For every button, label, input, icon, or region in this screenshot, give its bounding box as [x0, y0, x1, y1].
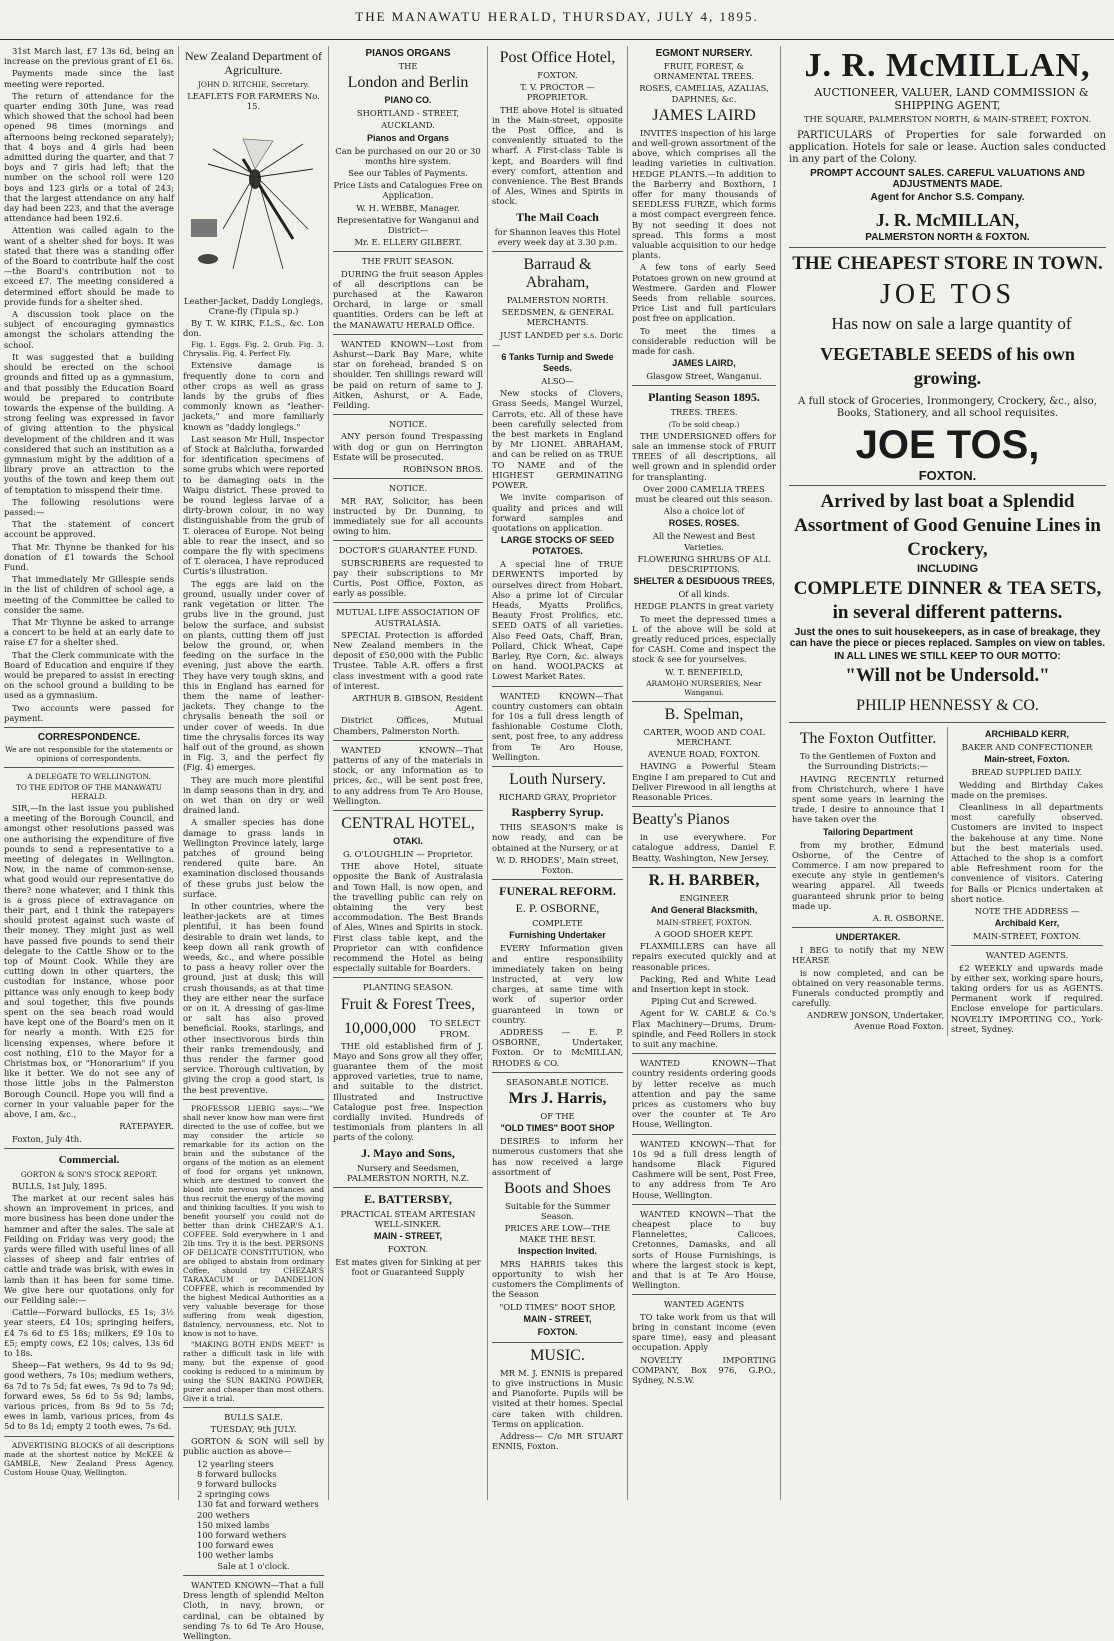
funeral-address: ADDRESS — E. P. OSBORNE, Undertaker, Foxton. Or to McMILLAN, RHODES & CO.: [492, 1027, 623, 1068]
paragraph: Last season Mr Hull, Inspector of Stock at Balclutha, forwarded for identification specimens of some grubs which were reported to be damaging oats in the Waipu district. These proved to be round legless larvae of a dirty-brown colour, in no way distinguishable from the grub of T. oleracea of Europe. Not being able to rear the insect, and so compare the fly with specimens of T. oleracea, I have reproduced Curtis's illustration.: [183, 433, 324, 577]
crane-fly-illustration: [183, 119, 333, 287]
kerr-title: ARCHIBALD KERR,: [985, 729, 1069, 740]
hotel-proprietor: G. O'LOUGHLIN — Proprietor.: [342, 848, 474, 859]
doctor-fund-heading: DOCTOR'S GUARANTEE FUND.: [338, 545, 478, 556]
auctioneer: AUCTIONEER, VALUER, LAND COMMISSION & SHIPPING AGENT,: [814, 86, 1089, 112]
paragraph: It was suggested that a building should be erected on the school grounds and fitted up as a gymnasium, and that possibly the Education Board would be prepared to contribute towards the expense of the building. A strong feeling was expressed in favor of giving attention to the physical development of the children and it was considered that such an institution as a gymnasium might by the addition of a library prove an attraction to the youths of the town and keep them out of temptation to misspend their time.: [4, 351, 174, 495]
hire-system: Can be purchased on our 20 or 30 months hire system.: [335, 145, 481, 166]
wanted-notice: WANTED KNOWN—That a full Dress length of splendid Melton Cloth, in navy, brown, or cardinal, can be obtained by sending 7s to 6d Te Aro House, Wellington.: [183, 1579, 324, 1641]
wedding-cakes: Wedding and Birthday Cakes made on the premises.: [951, 779, 1103, 800]
divider: [789, 247, 1106, 248]
music-address: Address— C/o MR STUART ENNIS, Foxton.: [492, 1431, 623, 1452]
palmerston-foxton: PALMERSTON NORTH & FOXTON.: [865, 232, 1030, 244]
divider: [492, 766, 623, 767]
list-item: 2 springing cows: [197, 1489, 270, 1500]
ten-million-row: [333, 1017, 483, 1041]
mcmillan-title: J. R. McMILLAN,: [804, 47, 1091, 84]
outfitter-ad: [789, 727, 947, 1036]
including: INCLUDING: [916, 563, 979, 576]
divider: [333, 334, 483, 335]
manager: W. H. WEBBE, Manager.: [356, 202, 460, 213]
prompt-account: PROMPT ACCOUNT SALES. CAREFUL VALUATIONS AND ADJUSTMENTS MADE.: [810, 168, 1085, 191]
good-shoer: A GOOD SHOER KEPT.: [654, 928, 754, 939]
wanted-notice: WANTED KNOWN—Lost from Ashurst—Dark Bay Mare, white star on forehead, branded S on shoulder. Ten shillings reward will be paid on return of same to J. Aitken, Ashurst, or A. Eade, Feilding.: [333, 338, 483, 411]
barber-title: R. H. BARBER,: [648, 871, 760, 889]
avenue-road: AVENUE ROAD, FOXTON.: [647, 749, 761, 760]
laird-text: INVITES inspection of his large and well-grown assortment of the above, which comprises all the leading varieties in cultivation. HEDGE PLANTS.—In addition to the Barberry and Boxthorn, I offer for many thousands of SEEDLESS FURZE, which forms a most compact evergreen fence. By not seeding it does not spread. This forms a most valuable acquisition to our hedge plants.: [632, 127, 776, 261]
bulls-sale-heading: BULLS SALE.: [224, 1411, 283, 1422]
auckland: AUCKLAND.: [381, 120, 435, 131]
divider: [4, 1148, 174, 1149]
particulars: PARTICULARS of Properties for sale forwarded on application. Hotels for sale or lease. Auction sales conducted in any part of the Colony.: [789, 130, 1106, 166]
osborne-signature: A. R. OSBORNE.: [872, 913, 944, 924]
kerr-address: MAIN-STREET, FOXTON.: [972, 931, 1082, 942]
turnip-seeds: 6 Tanks Turnip and Swede Seeds.: [501, 352, 614, 374]
bulls-sale-time: Sale at 1 o'clock.: [217, 1560, 290, 1571]
rhodes: W. D. RHODES', Main street, Foxton.: [496, 854, 619, 875]
fruit-forest: FRUIT, FOREST, & ORNAMENTAL TREES.: [653, 61, 755, 82]
divider: [632, 385, 776, 386]
roses: ROSES, CAMELIAS, AZALIAS, DAPHNES, &c.: [639, 83, 769, 104]
music-title: MUSIC.: [530, 1346, 585, 1364]
beatty-text: in use everywhere. For catalogue address, Daniel F. Beatty, Washington, New Jersey.: [632, 832, 776, 863]
has-now: Has now on sale a large quantity of: [831, 314, 1072, 334]
music-text: MR M. J. ENNIS is prepared to give instructions in Music and Pianoforte. Pupils will be visited at their homes. Special care taken with children. Terms on application.: [492, 1367, 623, 1429]
bulls-sale-date: TUESDAY, 9th JULY.: [210, 1424, 297, 1435]
weekly-text: £2 WEEKLY and upwards made by either sex, working spare hours, taking orders for us as AGENTS. Permanent work if required. Enclose envelope for particulars. NOVELTY IMPORTING CO., York-street, Sydney.: [951, 962, 1103, 1034]
blacksmith: And General Blacksmith,: [650, 904, 758, 915]
divider: [632, 867, 776, 868]
wanted-notice: WANTED KNOWN—That patterns of any of the materials in stock, or any information as to prices, &c., will be sent post free, to any address from Te Aro House, Wellington.: [333, 744, 483, 806]
wanted-notice: WANTED KNOWN—That the cheapest place to buy Flannelettes, Calicoes, Cretonnes, Damasks, and all sorts of House Furnishings, is where the largest stock is kept, and that is at Te Aro House, Wellington.: [632, 1208, 776, 1291]
notice-text: ANY person found Trespassing with dog or gun on Herrington Estate will be prosecuted.: [333, 431, 483, 462]
paragraph: The eggs are laid on the ground, usually under cover of rank vegetation or litter. The grubs live in the ground, just below the surface, and subsist on plants, cutting them off just below the ground, or, when feeding on the surface in the evening, just above the earth. They have very tough skins, and this in England has earned for them the name of leather-jackets. They change to the chrysalis beneath the soil or under cover of weeds. In due time the chrysalis forces its way half out of the ground, as shown in Fig. 3, and the perfect fly (Fig. 4) emerges.: [183, 578, 324, 773]
bread-supplied: BREAD SUPPLIED DAILY.: [971, 767, 1083, 778]
mail-coach: The Mail Coach: [516, 209, 599, 224]
list-item: 9 forward bullocks: [197, 1479, 277, 1490]
old-times-boot-shop: "OLD TIMES" BOOT SHOP: [500, 1123, 615, 1134]
roses-heading: ROSES. ROSES.: [668, 518, 740, 529]
prices-low: PRICES ARE LOW—THE MAKE THE BEST.: [504, 1223, 611, 1244]
paragraph: A discussion took place on the subject of encouraging gymnastics amongst the scholars attending the school.: [4, 309, 174, 350]
correspondence-heading: CORRESPONDENCE.: [37, 732, 141, 743]
paragraph: A smaller species has done damage to grass lands in Wellington Province lately, large patches of ground being rendered quite bare. An examination disclosed thousands of these grubs just below the surface.: [183, 817, 324, 899]
foxton: FOXTON.: [537, 1326, 578, 1337]
paragraph: They are much more plentiful in damp seasons than in dry, and on wet than on dry or well drained land.: [183, 774, 324, 816]
shelter-trees: SHELTER & DESIDUOUS TREES,: [633, 576, 775, 587]
divider: [183, 1099, 324, 1100]
engineer: ENGINEER: [679, 892, 729, 903]
of-the: OF THE: [540, 1111, 575, 1122]
shortland-street: SHORTLAND - STREET,: [356, 108, 460, 119]
james-laird-title: JAMES LAIRD: [652, 106, 756, 124]
furnishing-undertaker: Furnishing Undertaker: [509, 930, 606, 941]
divider: [632, 1294, 776, 1295]
battersby-sub: PRACTICAL STEAM ARTESIAN WELL-SINKER.: [340, 1209, 476, 1230]
paragraph: Payments made since the last meeting were reported.: [4, 68, 174, 89]
secretary: JOHN D. RITCHIE, Secretary.: [197, 80, 310, 89]
raspberry-syrup: Raspberry Syrup.: [511, 805, 604, 820]
barraud-abraham-title: Barraud & Abraham,: [523, 256, 592, 292]
suitable: Suitable for the Summer Season.: [505, 1201, 610, 1222]
mayo-sons: J. Mayo and Sons,: [361, 1145, 455, 1160]
list-item: 100 wether lambs: [197, 1550, 274, 1561]
stock-report-date: BULLS, 1st July, 1895.: [12, 1180, 108, 1191]
agent-text: Agent for W. CABLE & Co.'s Flax Machinery—Drums, Drum-spindle, and Feed Rollers in stock to suit any machine.: [632, 1008, 776, 1050]
letter-to: TO THE EDITOR OF THE MANAWATU HERALD.: [16, 783, 162, 801]
piping-text: Piping Cut and Screwed.: [651, 996, 757, 1007]
mcmillan-2: J. R. McMILLAN,: [875, 210, 1020, 231]
square-address: THE SQUARE, PALMERSTON NORTH, & MAIN-STREET, FOXTON.: [803, 114, 1092, 124]
letter-heading: A DELEGATE TO WELLINGTON.: [27, 772, 151, 781]
london-berlin-title: London and Berlin: [347, 74, 469, 92]
vegetable-seeds: VEGETABLE SEEDS of his own growing.: [820, 344, 1075, 389]
sold-cheap: (To be sold cheap.): [668, 419, 740, 429]
divider: [951, 945, 1103, 946]
agriculture-heading: New Zealand Department of Agriculture.: [185, 49, 322, 77]
representative: Representative for Wanganui and District—: [336, 214, 480, 236]
divider: [632, 1134, 776, 1135]
main-street: MAIN - STREET,: [523, 1313, 592, 1324]
notice-text: MR RAY, Solicitor, has been instructed by Dr. Dunning, to immediately sue for all accounts owing to him.: [333, 495, 483, 537]
divider: [789, 485, 1106, 486]
paragraph: 31st March last, £7 13s 6d, being an increase on the previous grant of £1 6s.: [4, 46, 174, 67]
also: ALSO—: [541, 376, 574, 387]
post-office-hotel-text: THE above Hotel is situated in the Main-street, opposite the Post Office, and is conveniently situated to the wharf. A First-class Table is kept, and Boarders will find every comfort, attention and convenience. The Best Brands of Ales, Wines and Spirits in stock.: [492, 104, 623, 207]
divider: [333, 740, 483, 741]
cleanliness-text: Cleanliness in all departments most carefully observed. Customers are invited to inspect the bakehouse at any time. None but the best materials used. Attached to the shop is a comfort able Refreshment room for the convenience of visitors. Catering for Balls or Picnics undertaken at short notice.: [951, 802, 1103, 904]
raspberry-text: THIS SEASON'S make is now ready, and can be obtained at the Nursery, or at: [492, 822, 623, 853]
payment-tables: See our Tables of Payments.: [348, 168, 468, 179]
battersby: E. BATTERSBY,: [364, 1192, 452, 1207]
spelman-title: B. Spelman,: [664, 705, 744, 723]
column-1: [0, 46, 178, 1500]
mail-coach-text: for Shannon leaves this Hotel every week day at 3.30 p.m.: [494, 226, 621, 247]
mayo-text: THE old established firm of J. Mayo and Sons grow all they offer, guarantee them of the most approved varieties, true to name, and suitable to the district. Illustrated and Instructive Catalogue post free. Inspection cordially invited. Hundreds of testimonials from planters in all parts of the colony.: [333, 1040, 483, 1143]
paragraph: That the statement of concert account be approved.: [4, 519, 174, 540]
divider: [333, 478, 483, 479]
potatoes-text: A special line of TRUE DERWENTS imported by ourselves direct from Hobart. Also a prime lot of Circular Heads, Myatts Prolifics, Beauty Frost Prolifics, etc. SEED OATS of all varieties. Also Feed Oats, Chaff, Bran, Pollard, Chick Wheat, Cape Barley, Rye Corn, &c. always on hand. WOOLPACKS at Lowest Market Rates.: [492, 559, 623, 682]
louth-nursery-title: Louth Nursery.: [509, 770, 606, 788]
divider: [4, 1436, 174, 1437]
outfitter-text: HAVING RECENTLY returned from Christchurch, where I have spent some years in learning the trade, I desire to announce that I have taken over the: [792, 773, 944, 825]
nursery-proprietor: RICHARD GRAY, Proprietor: [498, 791, 617, 802]
post-office-hotel-title: Post Office Hotel,: [499, 49, 616, 66]
foxton: FOXTON.: [918, 468, 977, 484]
list-item: 100 forward wethers: [197, 1530, 287, 1541]
masthead: [0, 0, 1114, 40]
divider: [792, 927, 944, 928]
masthead-title: THE MANAWATU HERALD, THURSDAY, JULY 4, 1895.: [355, 9, 759, 24]
funeral-reform: FUNERAL REFORM.: [499, 884, 616, 899]
gilbert: Mr. E. ELLERY GILBERT.: [354, 237, 462, 248]
barraud-text: New stocks of Clovers, Grass Seeds, Mangel Wurzel, Carrots, etc. All of these have been carefully selected from the best markets in England by Mr LIONEL ABRAHAM, and can be relied on as TRUE TO NAME and of the HIGHEST GERMINATING POWER.: [492, 388, 623, 491]
divider: [333, 810, 483, 811]
commercial-heading: Commercial.: [58, 1153, 120, 1166]
main-street-foxton: MAIN-STREET, FOXTON.: [656, 917, 752, 927]
byline: By T. W. KIRK, F.L.S., &c. Lon don.: [183, 318, 324, 339]
pianos-heading: PIANOS ORGANS: [365, 48, 451, 59]
paragraph: That Mr. Thynne be thanked for his donation of £1 towards the School Fund.: [4, 541, 174, 572]
beatty-pianos: Beatty's Pianos: [632, 811, 730, 829]
funeral-text: EVERY Information given and entire responsibility immediately taken on being instructed, at very low charges, at same time with work of superior order guaranteed in town or country.: [492, 943, 623, 1025]
paragraph: The market at our recent sales has shown an improvement in prices, and more business has been done under the hammer and after the sales. The sale at Feilding on Friday was very good; the yards were filled with useful lines of all classes of sheep and fair entries of cattle and trade was brisk, with ewes in lamb than it has been for some time. We give here our quotations only for our Feilding sale:—: [4, 1192, 174, 1305]
kerr-2: Archibald Kerr,: [994, 918, 1060, 929]
cheapest-store: THE CHEAPEST STORE IN TOWN.: [792, 253, 1103, 275]
hotel-proprietor: T. V. PROCTOR — PROPRIETOR.: [520, 82, 595, 103]
stock-report-heading: GORTON & SON'S STOCK REPORT.: [20, 1169, 158, 1179]
inspection-text: MRS HARRIS takes this opportunity to wish her customers the Compliments of the Season: [492, 1258, 623, 1300]
list-item: 12 yearling steers: [197, 1458, 274, 1469]
divider: [789, 722, 1106, 723]
bulls-sale-text: GORTON & SON will sell by public auction as above—: [183, 1436, 324, 1457]
joe-tos-2: JOE TOS,: [855, 423, 1040, 468]
resident-agent: ARTHUR B. GIBSON, Resident Agent.: [352, 692, 483, 714]
inspection-invited: Inspection Invited.: [517, 1245, 597, 1256]
seedsmen: SEEDSMEN, & GENERAL MERCHANTS.: [501, 307, 614, 328]
invite-text: We invite comparison of quality and prices and will forward samples and quotations on application.: [492, 492, 623, 533]
boots-and-shoes: Boots and Shoes: [504, 1180, 611, 1198]
divider: [492, 686, 623, 687]
seasonable-notice: SEASONABLE NOTICE.: [506, 1076, 609, 1087]
paragraph: Cattle—Forward bullocks, £5 1s; 3½ year steers, £4 10s; springing heifers, £4 7s 6d to £5 18s; milkers, £9 10s to £5; empty cows, £2 10s; calves, 13s 6d to 18s.: [4, 1307, 174, 1358]
depressed-text: To meet the depressed times a L of the above will be sold at greatly reduced prices, especially for CASH. Come and inspect the stock & see for yourselves.: [632, 613, 776, 665]
divider: [4, 727, 174, 728]
outfitter-title: The Foxton Outfitter.: [799, 730, 937, 748]
baker: BAKER AND CONFECTIONER: [961, 742, 1093, 753]
old-times-boot-shop-2: "OLD TIMES" BOOT SHOP,: [499, 1301, 616, 1312]
fruit-season-text: DURING the fruit season Apples of all descriptions can be purchased at the Kawaron Orchard, in large or small quantities. Orders can be left at the MANAWATU HERALD Office.: [333, 268, 483, 330]
divider: [492, 251, 623, 252]
paragraph: The following resolutions were passed:—: [4, 496, 174, 517]
newest-varieties: All the Newest and Best Varieties.: [652, 531, 756, 552]
note-address: NOTE THE ADDRESS —: [974, 906, 1080, 917]
benefield: W. T. BENEFIELD,: [665, 666, 743, 677]
laird-address: Glasgow Street, Wanganui.: [646, 371, 762, 382]
divider: [492, 1342, 623, 1343]
paragraph: In other countries, where the leather-jackets are at times plentiful, it has been found desirable to drain wet lands, to keep down all rank growth of weeds, &c., and where possible to pass a heavy roller over the ground, just at dusk; this will crush thousands, as at that time they are either near the surface or on it. A dressing of gas-lime or salt has also proved beneficial. Rooks, starlings, and other insectivorous birds thin their ranks tremendously, and thus render the farmer good service. Thorough cultivation, by giving the crop a good start, is the best preventive.: [183, 900, 324, 1095]
mutual-life-text: SPECIAL Protection is afforded New Zealand members in the deposit of £50,000 with the Public Trustee. Table A.R. offers a first class investment with a good rate of interest.: [333, 629, 483, 691]
to-select: TO SELECT FROM.: [429, 1018, 481, 1039]
figure-caption: Leather-Jacket, Daddy Longlegs, Crane-fly (Tipula sp.): [184, 295, 323, 316]
full-stock: A full stock of Groceries, Ironmongery, Crockery, &c., also, Books, Stationery, and all school requisites.: [798, 396, 1097, 420]
osborne: E. P. OSBORNE,: [515, 901, 600, 916]
joe-tos-title: JOE TOS: [879, 279, 1016, 311]
divider: [333, 540, 483, 541]
undersold: "Will not be Undersold.": [845, 665, 1050, 687]
central-hotel-title: CENTRAL HOTEL,: [341, 814, 475, 832]
divider: [333, 602, 483, 603]
aramoho: ARAMOHO NURSERIES, Near Wanganui.: [646, 678, 762, 697]
column-4: [487, 46, 627, 1500]
divider: [492, 1072, 623, 1073]
outfitter-to: To the Gentlemen of Foxton and the Surrounding Districts:—: [799, 751, 937, 772]
robinson-bros: ROBINSON BROS.: [403, 464, 483, 475]
bottom-ads: [789, 727, 1106, 1036]
hennessy: PHILIP HENNESSY & CO.: [856, 697, 1039, 715]
mutual-life-heading: MUTUAL LIFE ASSOCIATION OF AUSTRALASIA.: [336, 607, 480, 628]
correspondence-note: We are not responsible for the statements or opinions of correspondents.: [5, 745, 173, 763]
letter-body: SIR,—In the last issue you published a meeting of the Borough Council, and amongst other resolutions passed was one authorising the expenditure of five pounds to send a representative to a meeting of delegates in Wellington. Now, in the name of common-sense, what good would our representative do there? none whatever, and I think this is a gross piece of extravagance on their part, and I think the ratepayers should protest against such waste of their money. They might just as well have passed five pounds to send their delegate to the Cattle Show or to the top of Mount Cook. While they are cutting down in other quarters, the custodian for instance, whose poor pittance was only enough to keep body and soul together, this five pounds spent on the sea beach road would have kept one of the Board's men on it for nearly a month. With £25 for licensing expenses, where before it cost nothing, £10 to the Mayor for a Christmas box, or "Honorarium" if you like it better. We do not see any of those little jobs in the Palmerston Borough Council. Hope you will find a corner in your valuable paper for the above, I am, &c.,: [4, 803, 174, 1120]
camelia-trees: Over 2000 CAMELIA TREES must be cleared out this season.: [635, 483, 773, 504]
carter-merchant: CARTER, WOOD AND COAL MERCHANT.: [643, 726, 765, 747]
just-landed: JUST LANDED per s.s. Doric—: [492, 329, 623, 350]
flowering-shrubs: FLOWERING SHRUBS OF ALL DESCRIPTIONS.: [637, 553, 771, 574]
list-item: 130 fat and forward wethers: [197, 1499, 319, 1510]
list-item: 200 wethers: [197, 1509, 250, 1520]
otaki: OTAKI.: [393, 835, 423, 846]
divider: [632, 701, 776, 702]
column-3: [328, 46, 487, 1500]
column-2: [178, 46, 328, 1641]
baking-powder-notice: "MAKING BOTH ENDS MEET" is rather a difficult task in life with many, but the expense of good cooking is reduced to a minimum by using the SUN BAKING POWDER, purer and cheaper than most others. Give it a trial.: [183, 1339, 324, 1403]
undersigned-text: THE UNDERSIGNED offers for sale an immense stock of FRUIT TREES of all descriptions, all well grown and in splendid order for transplanting.: [632, 430, 776, 482]
divider: [183, 1407, 324, 1408]
laird-meet: To meet the times a considerable reduction will be made for cash.: [632, 325, 776, 357]
wanted-agents-text: TO take work from us that will bring in constant income (even spare time), easy and pleasant occupation. Apply: [632, 1311, 776, 1353]
divider: [632, 1053, 776, 1054]
paragraph: Attention was called again to the want of a shelter shed for boys. It was stated that there was a standing offer of the Board to contribute half the cost—the Board's contribution not to exceed £7. The meeting considered a determined effort should be made to provide funds for a shelter shed.: [4, 225, 174, 307]
undertaker-heading: UNDERTAKER.: [835, 932, 901, 943]
divider: [333, 414, 483, 415]
ten-million: 10,000,000: [344, 1019, 416, 1037]
letter-signature: RATEPAYER.: [119, 1121, 174, 1132]
complete-sets: COMPLETE DINNER & TEA SETS, in several different patterns.: [793, 578, 1102, 624]
divider: [4, 767, 174, 768]
the-label: THE: [398, 61, 418, 71]
complete: COMPLETE: [532, 918, 583, 929]
trees: TREES. TREES.: [670, 407, 738, 418]
suit-housekeepers: Just the ones to suit housekeepers, as in case of breakage, they can have the piece or pieces replaced. Samples on view on tables.: [789, 627, 1106, 650]
harris-title: Mrs J. Harris,: [508, 1090, 607, 1108]
doctor-fund-text: SUBSCRIBERS are requested to pay their subscriptions to Mr Curtis, Post Office, Foxton, as early as possible.: [333, 557, 483, 599]
divider: [632, 1204, 776, 1205]
notice-heading: NOTICE.: [388, 483, 428, 494]
harris-text: DESIRES to inform her numerous customers that she has now received a large assortment of: [492, 1136, 623, 1177]
letter-date: Foxton, July 4th.: [12, 1133, 82, 1144]
spelman-text: HAVING a Powerful Steam Engine I am prepared to Cut and Deliver Firewood in all lengths at Reasonable Prices.: [632, 761, 776, 802]
main-street: MAIN - STREET,: [373, 1231, 442, 1242]
wanted-notice: WANTED KNOWN—That country residents ordering goods by letter receive as much attention and pay the same prices as customers who buy over the counter at Te Aro House, Wellington.: [632, 1058, 776, 1130]
divider: [632, 806, 776, 807]
planting-season: Planting Season 1895.: [648, 390, 760, 405]
figure-legend: Fig. 1. Eggs. Fig. 2. Grub. Fig. 3. Chrysalis. Fig. 4. Perfect Fly.: [183, 340, 324, 359]
column-5: [627, 46, 780, 1500]
piano-co: PIANO CO.: [384, 95, 432, 106]
paragraph: The return of attendance for the quarter ending 30th June, was read which showed that the school had been opened 98 times (mornings and afternoons being reckoned separately); that 4 boys and 4 girls had been admitted during the quarter, and that 7 boys and 7 girls had left; that the number on the school roll were 120 boys and 123 girls or a total of 243; that the largest attendance on any half day had been 223, and that the average attendance had been 192.6.: [4, 90, 174, 224]
laird-potatoes: A few tons of early Seed Potatoes grown on new ground at Westmere. Garden and Flower Seeds from reliable sources. Price List and full particulars post free on application.: [632, 262, 776, 324]
main-street-foxton: Main-street, Foxton.: [984, 754, 1070, 765]
leaflets-heading: LEAFLETS FOR FARMERS No. 15.: [187, 91, 320, 112]
fruit-forest-trees: Fruit & Forest Trees,: [340, 995, 476, 1013]
divider: [333, 251, 483, 252]
hearse: I BEG to notify that my NEW HEARSE: [792, 945, 944, 966]
paragraph: Extensive damage is frequently done to corn and other crops as well as grass lands by the grubs of flies commonly known as "leather-jackets," and more familiarly known as "daddy longlegs.": [183, 360, 324, 432]
district-offices: District Offices, Mutual Chambers, Palmerston North.: [333, 715, 483, 736]
divider: [333, 977, 483, 978]
all-kinds: Of all kinds.: [678, 589, 730, 600]
paragraph: Two accounts were passed for payment.: [4, 702, 174, 723]
foxton: FOXTON.: [387, 1244, 429, 1255]
divider: [492, 879, 623, 880]
hearse-text: is now completed, and can be obtained on very reasonable terms. Funerals conducted promptly and carefully.: [792, 967, 944, 1009]
fruit-season-heading: THE FRUIT SEASON.: [361, 256, 455, 267]
list-item: 100 forward ewes: [197, 1540, 274, 1551]
flaxmillers-text: FLAXMILLERS can have all repairs executed quickly and at reasonable prices.: [632, 941, 776, 972]
advertising-notice: ADVERTISING BLOCKS of all descriptions made at the shortest notice by McKEE & GAMBLE, New Zealand Press Agency, Custom House Quay, Wellington.: [4, 1440, 174, 1477]
list-item: 150 mixed lambs: [197, 1519, 270, 1530]
bulls-sale-list: [183, 1459, 324, 1561]
paragraph: That immediately Mr Gillespie sends in the list of children of school age, a meeting of the Committee be called to consider the same.: [4, 574, 174, 615]
divider: [333, 1187, 483, 1188]
palmerston-north: PALMERSTON NORTH.: [506, 295, 609, 306]
notice-heading: NOTICE.: [388, 419, 428, 430]
tailoring-text: from my brother, Edmund Osborne, of the Centre of Commerce. I am now prepared to execute any style in gentlemen's wearing apparel. All tweeds guaranteed shrunk prior to being made up.: [792, 839, 944, 911]
hedge-plants: HEDGE PLANTS in great variety: [634, 601, 774, 612]
arrived: Arrived by last boat a Splendid Assortment of Good Genuine Lines in Crockery,: [794, 491, 1101, 561]
seed-potatoes-heading: LARGE STOCKS OF SEED POTATOES.: [500, 535, 615, 557]
tailoring-heading: Tailoring Department: [823, 826, 913, 837]
anchor-agent: Agent for Anchor S.S. Company.: [870, 192, 1025, 204]
paragraph: Sheep—Fat wethers, 9s 4d to 9s 9d; good wethers, 7s 10s; medium wethers, 6s 7d to 7s 5d; fat ewes, 7s 9d to 7s 9d; forward ewes, 5s 6d to 5s 9d; lambs, various prices, from 8s 9d to 5s 7d; ewes in lamb, various prices, from 4s 5d to 8s 1d; empty 2 tooth ewes, 7s 6d.: [4, 1360, 174, 1432]
wanted-notice: WANTED KNOWN—That for 10s 9d a full dress length of handsome Black Figured Cashmere will be sent, Post Free, to any address from Te Aro House, Wellington.: [632, 1138, 776, 1200]
wanted-agents-heading: WANTED AGENTS.: [985, 950, 1069, 961]
column-6: [780, 46, 1114, 1500]
kerr-ad: [947, 727, 1106, 1036]
james-laird-2: JAMES LAIRD,: [672, 358, 736, 369]
mayo-sub: Nursery and Seedsmen, PALMERSTON NORTH, N.Z.: [346, 1162, 469, 1183]
also-choice: Also a choice lot of: [663, 506, 745, 517]
foxton: FOXTON.: [537, 70, 578, 80]
packing-text: Packing, Red and White Lead and Insertion kept in stock.: [632, 973, 776, 994]
motto: IN ALL LINES WE STILL KEEP TO OUR MOTTO:: [834, 651, 1061, 663]
egmont-nursery: EGMONT NURSERY.: [655, 48, 753, 59]
planting-season-heading: PLANTING SEASON.: [362, 982, 454, 993]
list-item: 8 forward bullocks: [197, 1468, 277, 1479]
estimates: Est mates given for Sinking at per foot or Guaranteed Supply: [335, 1256, 481, 1277]
paragraph: That the Clerk communicate with the Board of Education and enquire if they would be prepared to assist in erecting on the school ground a building to be used as a gymnasium.: [4, 649, 174, 701]
wanted-notice: WANTED KNOWN—That country customers can obtain for 10s a full dress length of fashionable Costume Cloth, sent, post free, to any address from Te Aro House, Wellington.: [492, 690, 623, 762]
wanted-agents-heading: WANTED AGENTS: [663, 1299, 745, 1310]
divider: [183, 1575, 324, 1576]
central-hotel-text: THE above Hotel, situate opposite the Bank of Australasia and Town Hall, is now open, and the travelling public can rely on obtaining the very best accommodation. The Best Brands of Ales, Wines and Spirits in stock. First class table kept, and the Proprietor can with confidence recommend the Hotel as being especially suitable for Boarders.: [333, 861, 483, 974]
price-lists: Price Lists and Catalogues Free on Application.: [333, 180, 483, 201]
liebig-notice: PROFESSOR LIEBIG says:—"We shall never know how man were first directed to the use of coffee, but we may consider the article so remarkable for its action on the brain and the substance of the organs of the motion as an element of food for organs yet unknown, which are destined to convert the blood into nervous substances and thus recruit the energy of the moving and thinking faculties. If you wish to benefit yourself you could not do better than drink CHEZAR'S A.1. COFFEE. Sold everywhere in 1 and 2lb tins. Try it is the best. PERSONS OF DELICATE CONSTITUTION, who are obliged to abstain from ordinary Coffee, should try CHEZAR'S TARAXACUM or DANDELION COFFEE, which is recommended by the highest Medical Authorities as a very valuable beverage for those suffering from weak digestion, flatulency, nervousness, etc. Not to know is not to have.: [183, 1103, 324, 1338]
paragraph: That Mr Thynne be asked to arrange a concert to be held at an early date to raise £7 for a shelter shed.: [4, 616, 174, 648]
jonson-signature: ANDREW JONSON, Undertaker, Avenue Road Foxton.: [807, 1010, 944, 1031]
pianos-organs: Pianos and Organs: [366, 132, 450, 143]
novelty-address: NOVELTY IMPORTING COMPANY, Box 976, G.P.O., Sydney, N.S.W.: [632, 1354, 776, 1385]
